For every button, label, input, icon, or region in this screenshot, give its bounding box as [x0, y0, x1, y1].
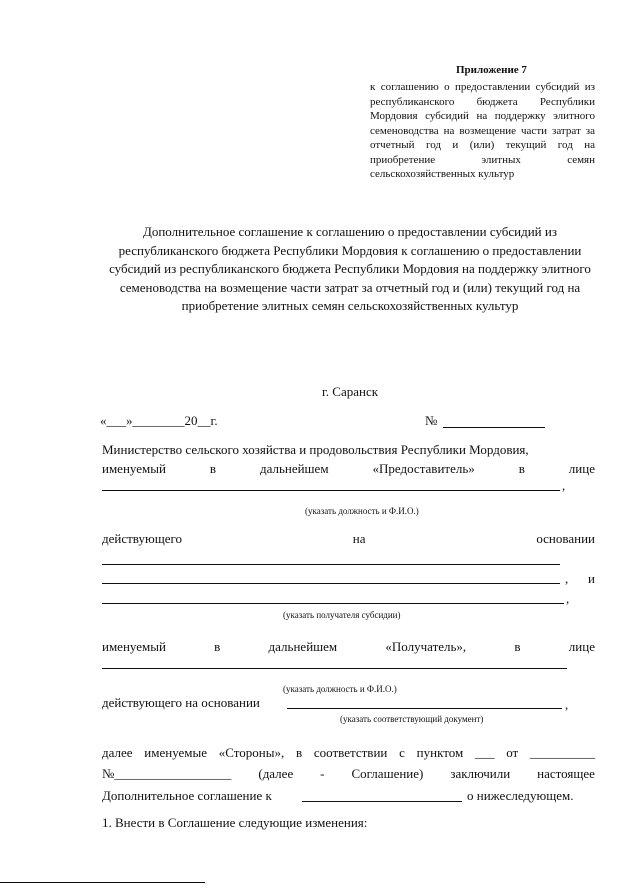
basis-blank-2 [102, 583, 560, 584]
additional-agreement-suffix: о нижеследующем. [467, 788, 574, 803]
comma: , [565, 697, 569, 712]
document-title: Дополнительное соглашение к соглашению о предоставлении субсидий из республиканского бюджета Республики Мордовия к соглашению о предоставлении субсидий из республиканского бюджета Республики Мордовия на поддержку элитного семеноводства на возмещение части затрат за отчетный год и (или) текущий год на приобретение элитных семян сельскохозяйственных культур [109, 224, 591, 313]
caption-position-fio-1: (указать должность и Ф.И.О.) [305, 506, 419, 516]
word: «Получатель», [385, 639, 467, 654]
word: лице [568, 461, 595, 476]
caption-document: (указать соответствующий документ) [340, 714, 484, 724]
word: «Предоставитель» [372, 461, 475, 476]
word: в [518, 461, 525, 476]
number-label: № [425, 413, 438, 428]
word: настоящее [537, 766, 595, 781]
date-line: «___»________20__г. [100, 413, 218, 428]
appendix-title: Приложение 7 [456, 64, 527, 76]
word: Соглашение) [351, 766, 424, 781]
word: дальнейшем [268, 639, 338, 654]
acting-row [102, 531, 595, 547]
word: лице [568, 639, 595, 654]
word: - [320, 766, 325, 781]
word: (далее [258, 766, 294, 781]
word: действующего [102, 531, 182, 546]
clause-1: 1. Внести в Соглашение следующие изменения: [102, 815, 368, 830]
word: дальнейшем [259, 461, 329, 476]
city: г. Саранск [321, 384, 379, 399]
provider-representative-blank [102, 490, 560, 491]
additional-agreement-prefix: Дополнительное соглашение к [102, 788, 272, 803]
word: в [514, 639, 521, 654]
acting-basis-label: действующего на основании [102, 695, 260, 710]
appendix-text: к соглашению о предоставлении субсидий из республиканского бюджета Республики Мордовия субсидий на поддержку элитного семеноводства на возмещение части затрат за отчетный год и (или) текущий год на приобретение элитных семян сельскохозяйственных культур [370, 81, 595, 180]
caption-position-fio-2: (указать должность и Ф.И.О.) [283, 684, 397, 694]
comma: , [562, 478, 566, 493]
recipient-blank [102, 603, 564, 604]
word: на [352, 531, 366, 546]
recipient-row [102, 639, 595, 655]
footnote-separator [0, 882, 205, 883]
agreement-blank [302, 801, 462, 802]
word: именуемый [102, 639, 166, 654]
recipient-representative-blank [102, 668, 567, 669]
word: основании [536, 531, 595, 546]
parties-row: далее именуемые «Стороны», в соответствии с пунктом ___ от __________ [102, 745, 595, 760]
caption-recipient: (указать получателя субсидии) [283, 610, 401, 620]
word: заключили [450, 766, 511, 781]
basis-blank-1 [102, 564, 560, 565]
provider-row [102, 461, 595, 477]
word: в [209, 461, 217, 476]
word: №__________________ [102, 766, 232, 781]
word: в [214, 639, 221, 654]
word: именуемый [102, 461, 166, 476]
document-blank [287, 708, 562, 709]
number-blank [443, 427, 545, 428]
comma: , [566, 591, 570, 606]
agreement-row [102, 766, 595, 782]
comma: , [565, 571, 569, 586]
ministry-line: Министерство сельского хозяйства и продовольствия Республики Мордовия, [102, 442, 529, 457]
and-word: и [588, 571, 595, 586]
